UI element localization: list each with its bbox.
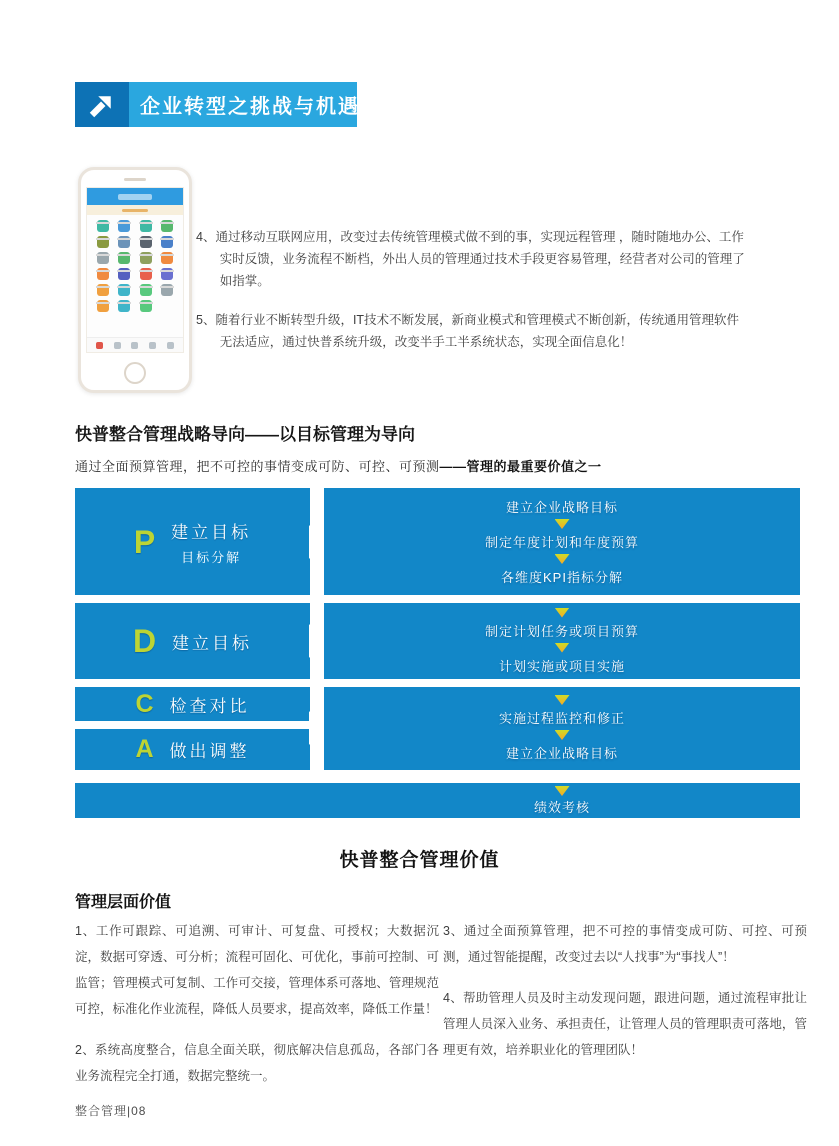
pdca-d-label: 建立目标: [172, 633, 253, 653]
phone-screen: [86, 187, 184, 353]
app-icon: [161, 252, 173, 264]
intro-point-5: 5、随着行业不断转型升级，IT技术不断发展，新商业模式和管理模式不断创新，传统通用管理软件无法适应，通过快普系统升级，改变半手工半系统状态，实现全面信息化！: [196, 313, 740, 349]
page-footer: 整合管理|08: [75, 1104, 147, 1118]
app-icon: [140, 236, 152, 248]
pdca-final-bar: [75, 783, 800, 818]
app-icon: [161, 236, 173, 248]
app-icon: [140, 284, 152, 296]
app-icon: [118, 300, 130, 312]
app-icon: [118, 252, 130, 264]
pdca-step: 建立企业战略目标: [505, 746, 618, 761]
intro-point-4: 4、通过移动互联网应用，改变过去传统管理模式做不到的事，实现远程管理 ，随时随地办公、工作实时反馈，业务流程不断档，外出人员的管理通过技术手段更容易管理，经营者对公司的管理了如指掌。: [196, 230, 745, 288]
pdca-d-steps-box: [324, 603, 800, 679]
tab-icon: [131, 342, 138, 349]
pdca-step: 计划实施或项目实施: [498, 658, 625, 674]
phone-speaker: [124, 178, 146, 181]
down-arrow-icon: [555, 730, 570, 740]
strategy-subheading-bold: ——管理的最重要价值之一: [439, 459, 602, 474]
tab-icon: [167, 342, 174, 349]
phone-home-button: [124, 362, 146, 384]
app-icon: [161, 220, 173, 232]
pdca-p-steps-box: [324, 488, 800, 595]
right-arrow-icon: [309, 624, 324, 658]
strategy-heading: 快普整合管理战略导向——以目标管理为导向: [75, 425, 415, 444]
pdca-c-label: 检查对比: [169, 696, 250, 716]
value-left-column: [75, 918, 439, 1104]
app-icon: [161, 284, 173, 296]
pdca-p-sublabel: 目标分解: [181, 549, 242, 565]
value-section-heading: 管理层面价值: [75, 894, 172, 911]
app-icon: [97, 252, 109, 264]
pdca-final-step: 绩效考核: [533, 800, 591, 815]
phone-banner-strip: [87, 205, 183, 215]
pdca-a-box: [75, 729, 310, 770]
phone-mockup: [78, 167, 192, 393]
pdca-a-label: 做出调整: [169, 742, 250, 761]
value-item-2: 2、系统高度整合，信息全面关联，彻底解决信息孤岛，各部门各业务流程完全打通，数据完整统一。: [75, 1043, 439, 1083]
pdca-letter-d: D: [132, 623, 157, 659]
down-arrow-icon: [555, 608, 570, 618]
app-icon: [97, 268, 109, 280]
tab-icon: [114, 342, 121, 349]
app-icon: [140, 252, 152, 264]
phone-search-pill: [118, 194, 152, 200]
app-icon: [140, 300, 152, 312]
value-item-3: 3、通过全面预算管理，把不可控的事情变成可防、可控、可预测，通过智能提醒，改变过去以“人找事”为“事找人”！: [443, 924, 807, 964]
strategy-subheading: [75, 456, 602, 475]
pdca-ca-steps-box: [324, 687, 800, 770]
pdca-p-box: [75, 488, 310, 595]
banner-icon-box: [75, 82, 129, 127]
pdca-letter-a: A: [135, 735, 154, 763]
app-icon: [97, 284, 109, 296]
section-banner: [75, 82, 360, 127]
app-icon: [140, 268, 152, 280]
strategy-subheading-normal: 通过全面预算管理，把不可控的事情变成可防、可控、可预测: [75, 459, 440, 474]
pdca-letter-c: C: [135, 689, 154, 718]
phone-status-bar: [87, 188, 183, 205]
down-arrow-icon: [554, 786, 569, 796]
right-arrow-icon: [309, 525, 324, 559]
pdca-letter-p: P: [133, 523, 156, 560]
pdca-step: 实施过程监控和修正: [498, 711, 625, 726]
banner-title: 企业转型之挑战与机遇: [140, 96, 360, 118]
phone-banner-dash: [122, 209, 148, 212]
app-icon: [97, 220, 109, 232]
value-title: 快普整合管理价值: [339, 850, 500, 871]
pdca-step: 各维度KPI指标分解: [501, 570, 623, 585]
value-right-column: [443, 918, 807, 1078]
pdca-step: 制定计划任务或项目预算: [484, 623, 639, 639]
tab-icon: [96, 342, 103, 349]
app-icon: [161, 268, 173, 280]
phone-app-grid: [87, 215, 183, 317]
app-icon: [118, 220, 130, 232]
down-arrow-icon: [555, 554, 570, 564]
app-icon: [118, 268, 130, 280]
app-icon: [118, 236, 130, 248]
value-item-1: 1、工作可跟踪、可追溯、可审计、可复盘、可授权；大数据沉淀，数据可穿透、可分析；流程可固化、可优化，事前可控制、可监管；管理模式可复制、工作可交接，管理体系可落地、管理规范可控，标准化作业流程，降低人员要求，提高效率，降低工作量！: [75, 924, 439, 1016]
app-icon: [118, 284, 130, 296]
pdca-d-box: [75, 603, 310, 679]
pdca-step: 建立企业战略目标: [505, 500, 618, 515]
pdca-step: 制定年度计划和年度预算: [484, 535, 639, 550]
pdca-p-label: 建立目标: [171, 522, 252, 542]
arrow-up-right-icon: [87, 90, 117, 120]
phone-tab-bar: [87, 337, 183, 352]
app-icon: [140, 220, 152, 232]
intro-points: [196, 226, 750, 370]
pdca-c-box: [75, 687, 310, 721]
value-item-4: 4、帮助管理人员及时主动发现问题，跟进问题，通过流程审批让管理人员深入业务、承担责任，让管理人员的管理职责可落地，管理更有效，培养职业化的管理团队！: [443, 991, 807, 1057]
right-arrow-icon: [309, 711, 324, 745]
app-icon: [97, 236, 109, 248]
down-arrow-icon: [555, 643, 570, 653]
tab-icon: [149, 342, 156, 349]
down-arrow-icon: [555, 695, 570, 705]
app-icon: [97, 300, 109, 312]
down-arrow-icon: [555, 519, 570, 529]
